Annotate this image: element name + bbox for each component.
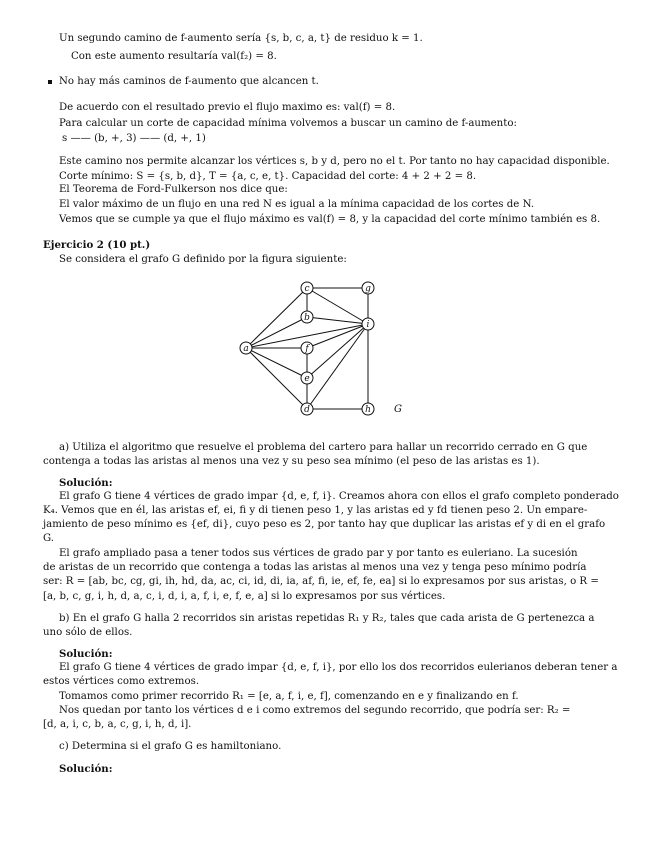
text-line: El grafo G tiene 4 vértices de grado impar {d, e, f, i}, por ello los dos recorridos eulerianos deberan tener a — [59, 662, 618, 673]
text-line: De acuerdo con el resultado previo el flujo maximo es: val(f) = 8. — [59, 102, 396, 113]
graph-name: G — [394, 404, 402, 415]
solution-heading: Solución: — [59, 763, 113, 775]
text-line: El valor máximo de un flujo en una red N es igual a la mínima capacidad de los cortes de N. — [59, 199, 535, 210]
vertex-label: g — [365, 284, 371, 294]
text-line: El grafo G tiene 4 vértices de grado impar {d, e, f, i}. Creamos ahora con ellos el grafo completo ponderado — [59, 491, 619, 502]
graph-edge — [246, 348, 310, 409]
text-line: [a, b, c, g, i, h, d, a, c, i, d, i, a, f, i, e, f, e, a] si lo expresamos por sus vértices. — [43, 591, 446, 602]
text-line: Vemos que se cumple ya que el flujo máximo es val(f) = 8, y la capacidad del corte mínimo también es 8. — [59, 214, 601, 225]
vertex-label: b — [304, 313, 310, 323]
vertex-label: i — [366, 320, 370, 330]
graph-edge — [246, 348, 307, 378]
graph-figure — [235, 278, 415, 423]
text-line: uno sólo de ellos. — [43, 627, 133, 638]
text-line: El grafo ampliado pasa a tener todos sus vértices de grado par y por tanto es euleriano. La sucesión — [59, 548, 578, 559]
solution-heading: Solución: — [59, 648, 113, 660]
exercise-heading: Ejercicio 2 (10 pt.) — [43, 239, 151, 251]
bullet-icon — [48, 80, 52, 84]
graph-edge — [307, 324, 368, 378]
text-line: [d, a, i, c, b, a, c, g, i, h, d, i]. — [43, 719, 192, 730]
text-line: G. — [43, 533, 55, 544]
text-line: Un segundo camino de f-aumento sería {s, b, c, a, t} de residuo k = 1. — [59, 33, 423, 44]
text-line: de aristas de un recorrido que contenga a todas las aristas al menos una vez y tenga peso mínimo podría — [43, 562, 587, 573]
graph-edge — [307, 288, 368, 324]
text-line: estos vértices como extremos. — [43, 676, 200, 687]
graph-edge — [246, 288, 307, 348]
vertex-label: h — [365, 405, 371, 415]
text-line: Corte mínimo: S = {s, b, d}, T = {a, c, e, t}. Capacidad del corte: 4 + 2 + 2 = 8. — [59, 171, 477, 182]
vertex-label: a — [243, 344, 249, 354]
text-line: a) Utiliza el algoritmo que resuelve el problema del cartero para hallar un recorrido cerrado en G que — [59, 442, 588, 453]
text-line: Este camino nos permite alcanzar los vértices s, b y d, pero no el t. Por tanto no hay capacidad disponible. — [59, 156, 610, 167]
text-line: s —— (b, +, 3) —— (d, +, 1) — [62, 133, 206, 144]
text-line: Con este aumento resultaría val(f₂) = 8. — [71, 51, 277, 62]
text-line: jamiento de peso mínimo es {ef, di}, cuyo peso es 2, por tanto hay que duplicar las aristas ef y di en el grafo — [43, 519, 606, 530]
graph-edge — [307, 324, 368, 409]
text-line: Para calcular un corte de capacidad mínima volvemos a buscar un camino de f-aumento: — [59, 118, 517, 129]
text-line: b) En el grafo G halla 2 recorridos sin aristas repetidas R₁ y R₂, tales que cada arista de G pertenezca a — [59, 613, 595, 624]
vertex-label: f — [305, 344, 309, 354]
vertex-label: c — [304, 284, 310, 294]
text-line: ser: R = [ab, bc, cg, gi, ih, hd, da, ac, ci, id, di, ia, af, fi, ie, ef, fe, ea] si lo expresamos por sus aristas, o R = — [43, 576, 599, 587]
vertex-label: d — [304, 405, 310, 415]
text-line: K₄. Vemos que en él, las aristas ef, ei, fi y di tienen peso 1, y las aristas ed y fd tienen peso 2. Un empare- — [43, 505, 588, 516]
text-line: El Teorema de Ford-Fulkerson nos dice que: — [59, 184, 288, 195]
text-line: c) Determina si el grafo G es hamiltoniano. — [59, 741, 282, 752]
solution-heading: Solución: — [59, 477, 113, 489]
text-line: Nos quedan por tanto los vértices d e i como extremos del segundo recorrido, que podría ser: R₂ = — [59, 705, 571, 716]
text-line: Se considera el grafo G definido por la figura siguiente: — [59, 254, 347, 265]
graph-edge — [246, 317, 307, 348]
text-line: Tomamos como primer recorrido R₁ = [e, a, f, i, e, f], comenzando en e y finalizando en f. — [59, 691, 519, 702]
text-line: No hay más caminos de f-aumento que alcancen t. — [59, 76, 319, 87]
vertex-label: e — [304, 374, 310, 384]
text-line: contenga a todas las aristas al menos una vez y su peso sea mínimo (el peso de las aristas es 1). — [43, 456, 540, 467]
